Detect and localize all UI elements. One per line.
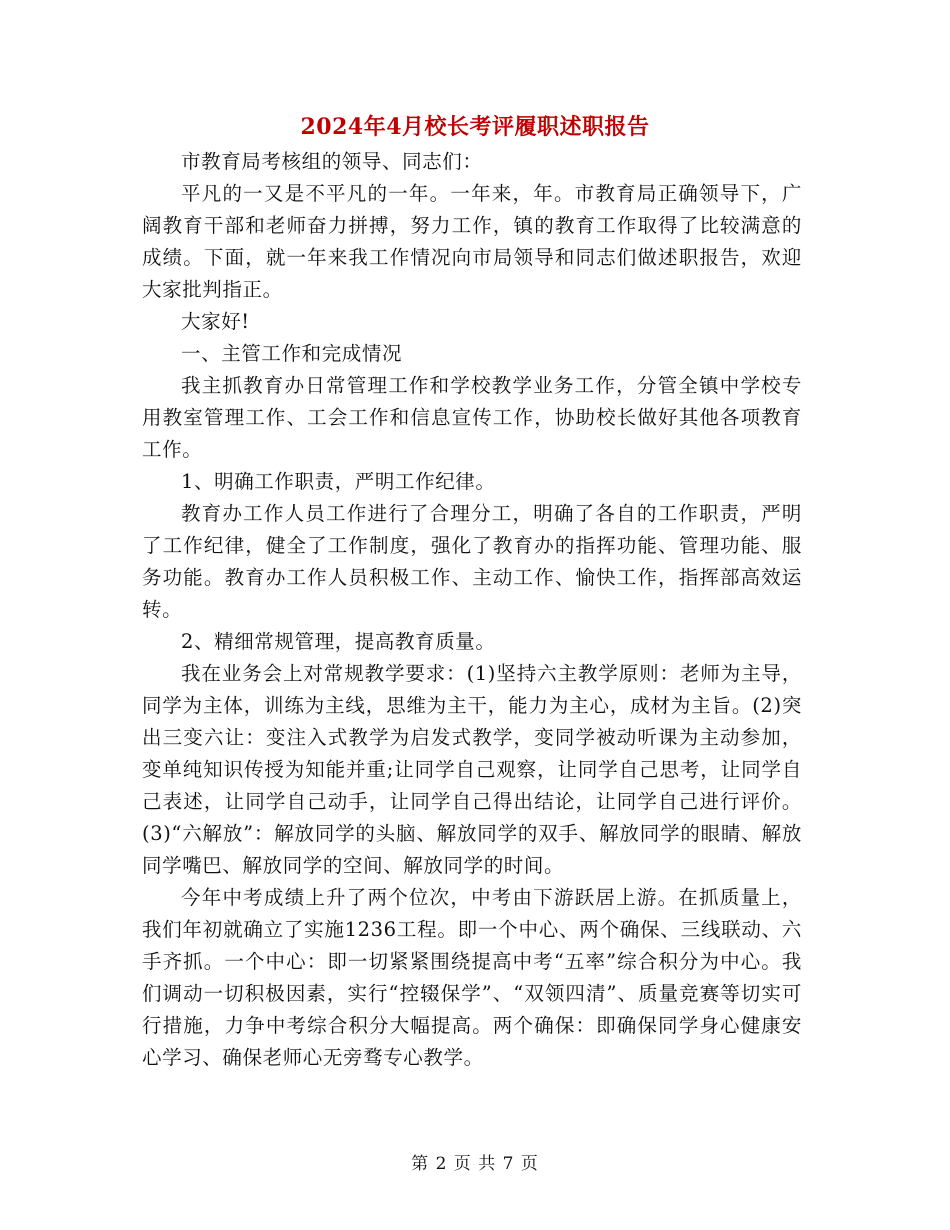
- paragraph-salutation: 市教育局考核组的领导、同志们：: [181, 150, 483, 173]
- page-number: 第 2 页 共 7 页: [411, 1154, 539, 1174]
- paragraph-duties: 我主抓教育办日常管理工作和学校教学业务工作，分管全镇中学校专用教室管理工作、工会工作和信息宣传工作，协助校长做好其他各项教育工作。: [142, 374, 802, 461]
- paragraph-teaching-requirements: 我在业务会上对常规教学要求：(1)坚持六主教学原则：老师为主导，同学为主体，训练为主线，思维为主干，能力为主心，成材为主旨。(2)突出三变六让：变注入式教学为启发式教学，变同学被动听课为主动参加，变单纯知识传授为知能并重;让同学自己观察，让同学自己思考，让同学自己表述，让同学自己动手，让同学自己得出结论，让同学自己进行评价。(3)“六解放”：解放同学的头脑、解放同学的双手、解放同学的眼睛、解放同学嘴巴、解放同学的空间、解放同学的时间。: [142, 662, 802, 877]
- subheading-2: 2、精细常规管理，提高教育质量。: [181, 630, 496, 653]
- paragraph-exam-results: 今年中考成绩上升了两个位次，中考由下游跃居上游。在抓质量上，我们年初就确立了实施1236工程。即一个中心、两个确保、三线联动、六手齐抓。一个中心：即一切紧紧围绕提高中考“五率”综合积分为中心。我们调动一切积极因素，实行“控辍保学”、“双领四清”、质量竞赛等切实可行措施，力争中考综合积分大幅提高。两个确保：即确保同学身心健康安心学习、确保老师心无旁骛专心教学。: [142, 886, 802, 1069]
- section-heading: 一、主管工作和完成情况: [181, 342, 403, 365]
- document-title: 2024年4月校长考评履职述职报告: [300, 114, 650, 140]
- subheading-1: 1、明确工作职责，严明工作纪律。: [181, 470, 496, 493]
- paragraph-greeting: 大家好!: [181, 310, 250, 333]
- paragraph-responsibilities: 教育办工作人员工作进行了合理分工，明确了各自的工作职责，严明了工作纪律，健全了工作制度，强化了教育办的指挥功能、管理功能、服务功能。教育办工作人员积极工作、主动工作、愉快工作，指挥部高效运转。: [142, 502, 802, 621]
- document-body: [142, 146, 802, 1074]
- paragraph-intro: 平凡的一又是不平凡的一年。一年来，年。市教育局正确领导下，广阔教育干部和老师奋力拼搏，努力工作，镇的教育工作取得了比较满意的成绩。下面，就一年来我工作情况向市局领导和同志们做述职报告，欢迎大家批判指正。: [142, 182, 802, 301]
